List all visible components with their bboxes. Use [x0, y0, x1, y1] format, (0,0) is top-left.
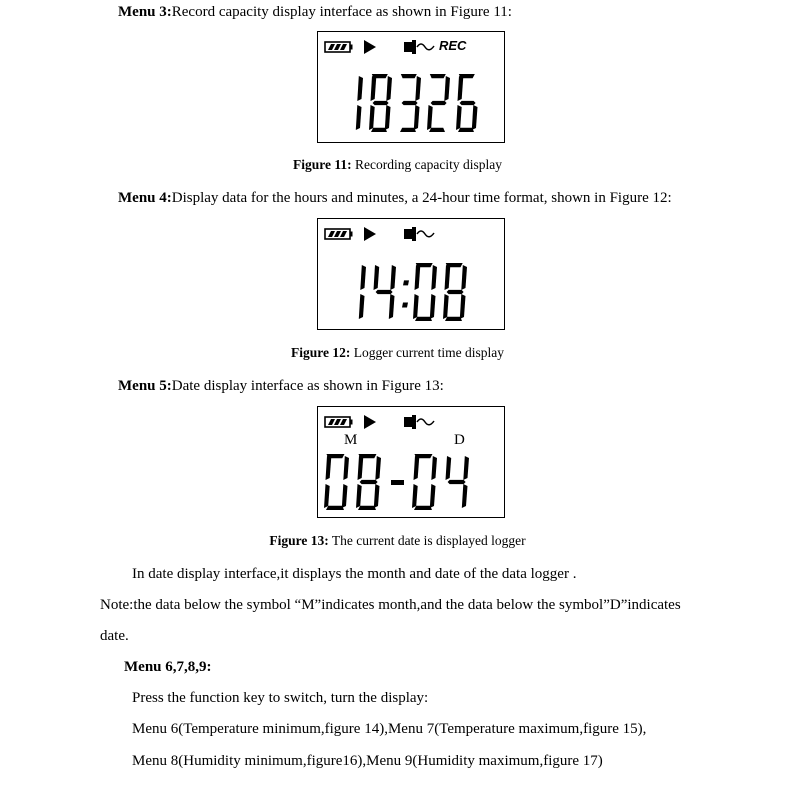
digit-2-segment-a	[430, 74, 446, 78]
digit-8-segment-b	[386, 76, 392, 101]
fig11-label: Figure 11:	[293, 157, 352, 172]
menu5-label: Menu 5:	[118, 378, 172, 394]
digit-1-segment-b	[360, 265, 366, 290]
digit-1-segment-c	[356, 105, 362, 130]
digit-0-segment-d	[415, 317, 432, 321]
digit-0-segment-c	[430, 294, 436, 319]
lcd-digits-12	[318, 219, 506, 331]
fig12-text: Logger current time display	[350, 345, 505, 360]
rec-indicator: REC	[439, 38, 467, 53]
digit-0-segment-e	[412, 484, 418, 508]
lcd-figure-12	[317, 218, 505, 330]
digit-0-segment-e	[413, 294, 419, 319]
para-menu-67: Menu 6(Temperature minimum,figure 14),Menu 7(Temperature maximum,figure 15),	[132, 721, 647, 737]
lcd-digits-11	[318, 32, 506, 144]
digit-0-segment-d	[326, 506, 344, 510]
lcd-figure-11	[317, 31, 505, 143]
digit-0-segment-c	[342, 484, 348, 508]
digit-8-segment-c	[374, 484, 380, 508]
digit-0-segment-f	[414, 456, 420, 480]
dash-segment	[391, 480, 404, 485]
menu4-line	[118, 189, 672, 207]
fig11-text: Recording capacity display	[351, 157, 502, 172]
digit-8-segment-e	[443, 294, 449, 319]
fig12-label: Figure 12:	[290, 345, 351, 360]
month-label: M	[344, 432, 358, 448]
digit-8-segment-e	[356, 484, 362, 508]
digit-8-segment-f	[358, 456, 364, 480]
digit-4-segment-b	[390, 265, 396, 290]
digit-8-segment-b	[461, 265, 467, 290]
digit-0-segment-f	[415, 265, 421, 290]
digit-6-segment-c	[472, 105, 478, 130]
digit-8-segment-c	[460, 294, 466, 319]
digit-3-segment-a	[401, 74, 417, 78]
menu3-line	[118, 3, 512, 21]
digit-2-segment-g	[431, 101, 447, 105]
colon-dot-bottom	[402, 302, 408, 307]
digit-3-segment-d	[400, 128, 416, 132]
digit-8-segment-f	[445, 265, 451, 290]
digit-2-segment-e	[427, 105, 433, 130]
digit-0-segment-d	[414, 506, 432, 510]
menu3-text: Record capacity display interface as shown in Figure 11:	[171, 4, 512, 20]
digit-8-segment-g	[373, 101, 389, 105]
digit-0-segment-e	[324, 484, 330, 508]
digit-8-segment-d	[358, 506, 376, 510]
fig13-text: The current date is displayed logger	[328, 533, 526, 548]
lcd-digit-group	[324, 454, 469, 510]
digit-4-segment-f	[374, 265, 380, 290]
digit-8-segment-d	[445, 317, 462, 321]
menu4-text: Display data for the hours and minutes, a 24-hour time format, shown in Figure 12:	[171, 190, 672, 206]
figure-13-caption	[0, 533, 795, 549]
digit-3-segment-b	[415, 76, 421, 101]
para-press-key: Press the function key to switch, turn the display:	[132, 690, 429, 706]
digit-4-segment-g	[376, 290, 393, 294]
digit-8-segment-g	[360, 480, 378, 484]
digit-6-segment-f	[458, 76, 464, 101]
lcd-digit-group	[356, 74, 478, 132]
day-label: D	[454, 432, 465, 448]
lcd-digit-group	[359, 263, 467, 321]
lcd-figure-13	[317, 406, 505, 518]
digit-8-segment-c	[385, 105, 391, 130]
digit-6-segment-d	[458, 128, 474, 132]
digit-4-segment-g	[448, 480, 466, 484]
lcd-digits-13	[318, 407, 506, 519]
fig13-label: Figure 13:	[269, 533, 329, 548]
digit-0-segment-b	[431, 456, 437, 480]
menu5-text: Date display interface as shown in Figure 13:	[171, 378, 444, 394]
digit-8-segment-d	[371, 128, 387, 132]
figure-11-caption	[0, 157, 795, 173]
digit-6-segment-g	[460, 101, 476, 105]
digit-0-segment-c	[430, 484, 436, 508]
menu5-line	[118, 377, 444, 395]
figure-12-caption	[0, 345, 795, 361]
menu4-label: Menu 4:	[118, 190, 172, 206]
digit-3-segment-c	[414, 105, 420, 130]
colon-dot-top	[403, 280, 409, 285]
para-note-cont: date.	[100, 628, 129, 644]
digit-1-segment-b	[357, 76, 363, 101]
digit-1-segment-c	[359, 294, 365, 319]
digit-6-segment-e	[456, 105, 462, 130]
menu69-label: Menu 6,7,8,9:	[124, 659, 212, 675]
digit-0-segment-b	[343, 456, 349, 480]
digit-8-segment-b	[375, 456, 381, 480]
digit-2-segment-d	[429, 128, 445, 132]
digit-4-segment-f	[446, 456, 452, 480]
digit-0-segment-f	[326, 456, 332, 480]
digit-4-segment-b	[463, 456, 469, 480]
digit-8-segment-f	[371, 76, 377, 101]
digit-4-segment-c	[462, 484, 468, 508]
digit-0-segment-b	[431, 265, 437, 290]
digit-8-segment-e	[369, 105, 375, 130]
para-note: Note:the data below the symbol “M”indicates month,and the data below the symbol”D”indicates	[100, 597, 681, 613]
digit-3-segment-g	[402, 101, 418, 105]
para-date-display: In date display interface,it displays the month and date of the data logger .	[132, 566, 577, 582]
menu69-heading	[124, 658, 212, 676]
digit-8-segment-g	[447, 290, 464, 294]
digit-2-segment-b	[444, 76, 450, 101]
digit-4-segment-c	[389, 294, 395, 319]
menu3-label: Menu 3:	[118, 4, 172, 20]
para-menu-89: Menu 8(Humidity minimum,figure16),Menu 9(Humidity maximum,figure 17)	[132, 753, 603, 769]
